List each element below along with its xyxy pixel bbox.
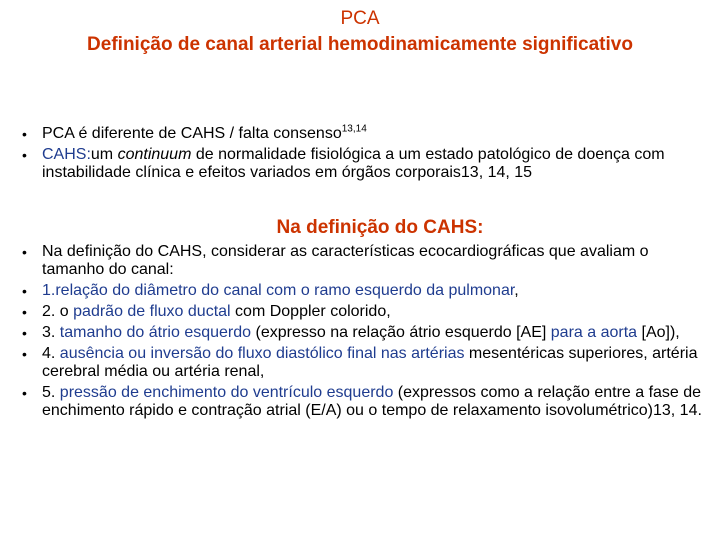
section-subheading: Na definição do CAHS: <box>276 217 484 238</box>
bullet-item <box>22 125 712 143</box>
bullet-emphasis: para a aorta <box>550 324 638 341</box>
bullet-text: (expresso na relação átrio esquerdo [AE] <box>251 324 551 341</box>
bullet-text: 5. <box>42 384 60 401</box>
bullet-text: mesentéricas superiores, artéria cerebral média ou artéria renal, <box>42 345 698 380</box>
bullet-text: [Ao]), <box>637 324 680 341</box>
bullet-italic-term: continuum <box>117 146 192 163</box>
bullet-item <box>22 384 712 420</box>
bullet-term: CAHS: <box>42 146 91 163</box>
bullet-item <box>22 282 712 300</box>
intro-bullet-list <box>22 125 712 185</box>
bullet-emphasis: 1.relação do diâmetro do canal com o ramo esquerdo da pulmonar <box>42 282 515 299</box>
bullet-text: com Doppler colorido, <box>230 303 391 320</box>
bullet-item <box>22 243 712 279</box>
bullet-item <box>22 345 712 381</box>
bullet-emphasis: padrão de fluxo ductal <box>73 303 231 320</box>
bullet-emphasis: tamanho do átrio esquerdo <box>59 324 252 341</box>
bullet-item <box>22 324 712 342</box>
bullet-text: 3. <box>42 324 60 341</box>
slide-title <box>0 6 720 58</box>
criteria-bullet-list <box>22 243 712 423</box>
bullet-text: 2. o <box>42 303 74 320</box>
bullet-text: PCA é diferente de CAHS / falta consenso <box>42 125 342 142</box>
bullet-text: (expressos como a relação entre a fase de enchimento rápido e contração atrial (E/A) ou o tempo de relaxamento isovolumétrico)13, 14. <box>42 384 702 419</box>
bullet-text: Na definição do CAHS, considerar as características ecocardiográficas que avaliam o tamanho do canal: <box>42 243 649 278</box>
bullet-text: um <box>90 146 118 163</box>
bullet-text: , <box>514 282 519 299</box>
title-line-1: PCA <box>340 8 380 29</box>
bullet-item <box>22 303 712 321</box>
citation-superscript: 13,14 <box>341 123 367 135</box>
bullet-item <box>22 146 712 182</box>
bullet-text: 4. <box>42 345 60 362</box>
bullet-emphasis: ausência ou inversão do fluxo diastólico final nas artérias <box>59 345 465 362</box>
bullet-emphasis: pressão de enchimento do ventrículo esquerdo <box>59 384 394 401</box>
bullet-text: de normalidade fisiológica a um estado patológico de doença com instabilidade clínica e efeitos variados em órgãos corporais13, 14, 15 <box>42 146 665 181</box>
title-line-2: Definição de canal arterial hemodinamicamente significativo <box>87 34 633 55</box>
